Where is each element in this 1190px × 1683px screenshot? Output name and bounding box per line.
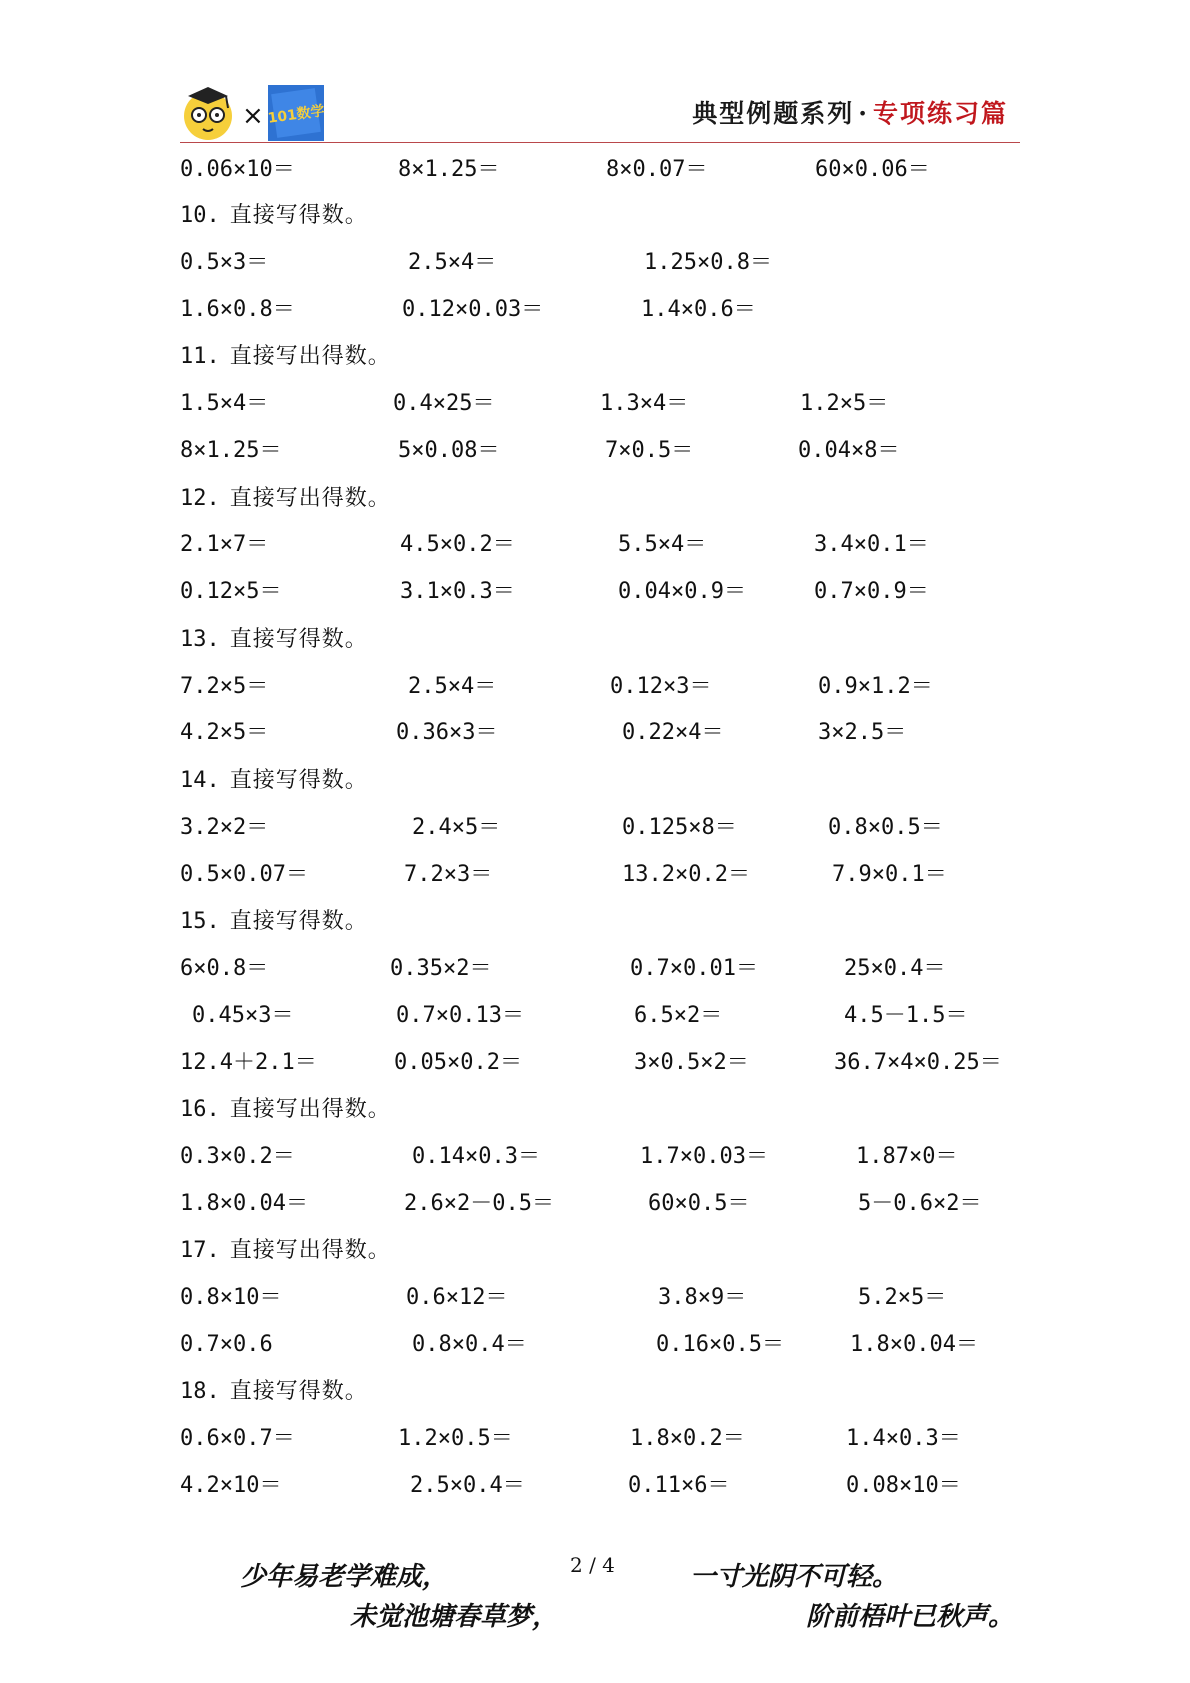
section-heading: 18. 直接写得数。 — [180, 1379, 368, 1404]
problem: 0.04×0.9＝ — [618, 579, 746, 604]
problem: 0.12×5＝ — [180, 579, 282, 604]
problem: 5－0.6×2＝ — [858, 1191, 982, 1216]
problem-row — [0, 292, 1190, 328]
series-title-main: 典型例题系列 — [692, 99, 855, 128]
poem-line-1-left: 少年易老学难成， — [240, 1562, 449, 1592]
problem: 4.2×10＝ — [180, 1473, 282, 1498]
problem: 25×0.4＝ — [844, 956, 946, 981]
problem: 2.5×4＝ — [408, 250, 497, 275]
problem: 1.8×0.04＝ — [850, 1332, 978, 1357]
problem-row — [0, 527, 1190, 563]
problem: 13.2×0.2＝ — [622, 862, 750, 887]
problem: 60×0.5＝ — [648, 1191, 750, 1216]
problem: 4.5×0.2＝ — [400, 532, 515, 557]
problem-row — [0, 1186, 1190, 1222]
problem-row — [0, 433, 1190, 469]
poem-line-2-left: 未觉池塘春草梦， — [350, 1602, 559, 1632]
problem: 2.5×0.4＝ — [410, 1473, 525, 1498]
page-number: 2 / 4 — [570, 1553, 615, 1577]
problem: 0.12×3＝ — [610, 674, 712, 699]
problem: 8×1.25＝ — [398, 157, 500, 182]
problem: 0.05×0.2＝ — [394, 1050, 522, 1075]
problem: 8×1.25＝ — [180, 438, 282, 463]
problem: 1.4×0.3＝ — [846, 1426, 961, 1451]
owl-mascot-icon — [184, 87, 232, 140]
problem: 0.04×8＝ — [798, 438, 900, 463]
brand-logo — [180, 82, 330, 142]
section-heading: 10. 直接写得数。 — [180, 203, 368, 228]
problem-row — [0, 1327, 1190, 1363]
problem: 4.5－1.5＝ — [844, 1003, 968, 1028]
problem: 0.16×0.5＝ — [656, 1332, 784, 1357]
series-title — [692, 94, 1008, 130]
problem: 5.5×4＝ — [618, 532, 707, 557]
problem: 12.4＋2.1＝ — [180, 1050, 317, 1075]
problem: 3×2.5＝ — [818, 720, 907, 745]
problem: 1.8×0.2＝ — [630, 1426, 745, 1451]
section-heading: 15. 直接写得数。 — [180, 909, 368, 934]
section-heading: 11. 直接写出得数。 — [180, 344, 391, 369]
problem: 1.4×0.6＝ — [641, 297, 756, 322]
title-separator: · — [858, 99, 869, 128]
section-heading: 16. 直接写出得数。 — [180, 1097, 391, 1122]
section-heading: 14. 直接写得数。 — [180, 768, 368, 793]
problem: 1.2×0.5＝ — [398, 1426, 513, 1451]
problem: 0.08×10＝ — [846, 1473, 961, 1498]
problem: 2.1×7＝ — [180, 532, 269, 557]
problem: 0.6×12＝ — [406, 1285, 508, 1310]
problem: 1.3×4＝ — [600, 391, 689, 416]
problem: 2.4×5＝ — [412, 815, 501, 840]
problem: 0.6×0.7＝ — [180, 1426, 295, 1451]
problem: 4.2×5＝ — [180, 720, 269, 745]
problem: 7.9×0.1＝ — [832, 862, 947, 887]
problem: 0.36×3＝ — [396, 720, 498, 745]
problem: 0.7×0.9＝ — [814, 579, 929, 604]
problem: 0.22×4＝ — [622, 720, 724, 745]
section-heading: 17. 直接写出得数。 — [180, 1238, 391, 1263]
problem: 0.4×25＝ — [393, 391, 495, 416]
problem-row — [0, 152, 1190, 188]
logo-text: 101数学 — [266, 103, 326, 127]
problem: 3.2×2＝ — [180, 815, 269, 840]
problem: 0.5×3＝ — [180, 250, 269, 275]
problem: 0.8×0.4＝ — [412, 1332, 527, 1357]
problem: 0.8×10＝ — [180, 1285, 282, 1310]
problem: 1.87×0＝ — [856, 1144, 958, 1169]
problem-row — [0, 715, 1190, 751]
section-heading: 13. 直接写得数。 — [180, 627, 368, 652]
problem-row — [0, 810, 1190, 846]
problem: 7×0.5＝ — [605, 438, 694, 463]
problem: 0.11×6＝ — [628, 1473, 730, 1498]
problem: 0.7×0.13＝ — [396, 1003, 524, 1028]
problem: 6.5×2＝ — [634, 1003, 723, 1028]
problem: 2.6×2－0.5＝ — [404, 1191, 554, 1216]
problem: 0.35×2＝ — [390, 956, 492, 981]
problem: 0.7×0.01＝ — [630, 956, 758, 981]
problem: 8×0.07＝ — [606, 157, 708, 182]
problem: 3.4×0.1＝ — [814, 532, 929, 557]
section-heading: 12. 直接写出得数。 — [180, 486, 391, 511]
problem: 6×0.8＝ — [180, 956, 269, 981]
page-header — [180, 80, 1020, 144]
problem: 1.5×4＝ — [180, 391, 269, 416]
problem: 3×0.5×2＝ — [634, 1050, 749, 1075]
problem-row — [0, 998, 1190, 1034]
problem: 1.8×0.04＝ — [180, 1191, 308, 1216]
problem: 1.6×0.8＝ — [180, 297, 295, 322]
problem: 0.125×8＝ — [622, 815, 737, 840]
problem: 1.2×5＝ — [800, 391, 889, 416]
problem: 0.8×0.5＝ — [828, 815, 943, 840]
problem-row — [0, 1468, 1190, 1504]
problem: 60×0.06＝ — [815, 157, 930, 182]
problem-row — [0, 1421, 1190, 1457]
times-symbol: × — [242, 101, 264, 131]
problem: 1.7×0.03＝ — [640, 1144, 768, 1169]
problem: 7.2×5＝ — [180, 674, 269, 699]
problem: 0.12×0.03＝ — [402, 297, 544, 322]
problem: 3.8×9＝ — [658, 1285, 747, 1310]
problem: 3.1×0.3＝ — [400, 579, 515, 604]
problem: 36.7×4×0.25＝ — [834, 1050, 1002, 1075]
problem-row — [0, 1139, 1190, 1175]
problem-row — [0, 386, 1190, 422]
problem: 7.2×3＝ — [404, 862, 493, 887]
header-divider — [180, 142, 1020, 143]
problem: 0.7×0.6 — [180, 1332, 273, 1357]
problem-row — [0, 669, 1190, 705]
problem-row — [0, 857, 1190, 893]
problem-row — [0, 574, 1190, 610]
problem: 0.14×0.3＝ — [412, 1144, 540, 1169]
problem: 0.5×0.07＝ — [180, 862, 308, 887]
problem: 0.06×10＝ — [180, 157, 295, 182]
problem: 1.25×0.8＝ — [644, 250, 772, 275]
problem: 5×0.08＝ — [398, 438, 500, 463]
problem-row — [0, 245, 1190, 281]
problem: 0.3×0.2＝ — [180, 1144, 295, 1169]
problem-row — [0, 951, 1190, 987]
poem-line-1-right: 一寸光阴不可轻。 — [690, 1562, 899, 1592]
problem-row — [0, 1280, 1190, 1316]
poem-line-2-right: 阶前梧叶已秋声。 — [806, 1602, 1015, 1632]
problem: 2.5×4＝ — [408, 674, 497, 699]
problem-row — [0, 1045, 1190, 1081]
problem: 5.2×5＝ — [858, 1285, 947, 1310]
problem: 0.9×1.2＝ — [818, 674, 933, 699]
series-title-sub: 专项练习篇 — [872, 99, 1008, 128]
problem: 0.45×3＝ — [192, 1003, 294, 1028]
